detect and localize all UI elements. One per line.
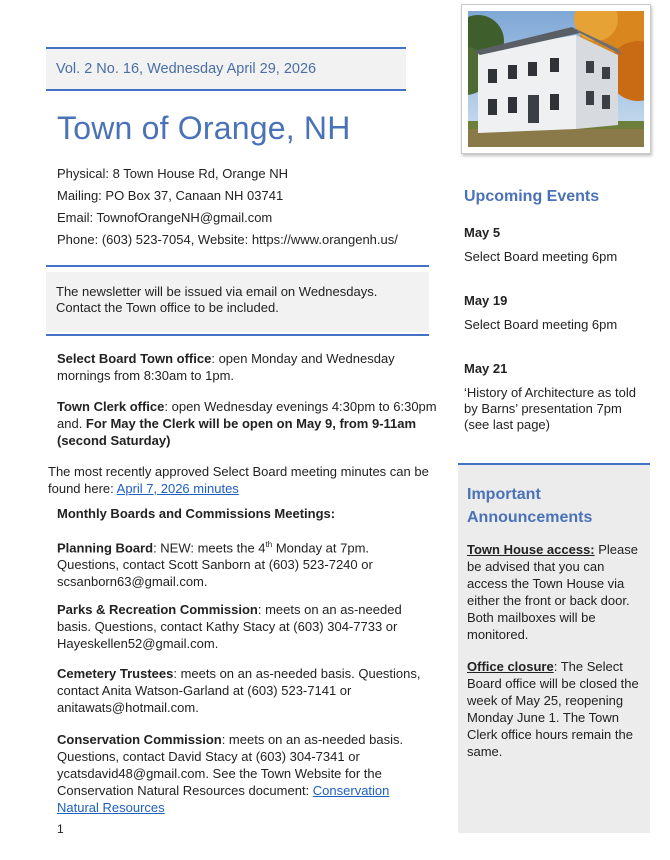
announcement-town-house-access — [467, 541, 642, 643]
select-board-office-text: : open Monday and Wednesday mornings from 8:30am to 1pm. — [57, 351, 395, 383]
announcement-label: Office closure — [467, 659, 554, 674]
divider — [46, 265, 429, 267]
event-description: Select Board meeting 6pm — [464, 317, 618, 332]
select-board-office-label: Select Board Town office — [57, 351, 212, 366]
town-clerk-may-note: For May the Clerk will be open on May 9, from 9-11am (second Saturday) — [57, 416, 417, 448]
town-clerk-text: : open Wednesday evenings 4:30pm to 6:30pm and. — [57, 399, 437, 431]
email-address: Email: TownofOrangeNH@gmail.com — [57, 210, 273, 225]
minutes-link[interactable]: April 7, 2026 minutes — [116, 481, 239, 496]
event-date: May 21 — [464, 361, 508, 376]
mailing-address: Mailing: PO Box 37, Canaan NH 03741 — [57, 188, 284, 203]
planning-board — [57, 536, 427, 590]
event-description: Select Board meeting 6pm — [464, 249, 618, 264]
divider — [46, 334, 429, 336]
announcements-heading: Important Announcements — [467, 486, 593, 526]
town-house-photo-frame — [461, 4, 651, 154]
minutes-text: The most recently approved Select Board meeting minutes can be found here: — [48, 464, 429, 496]
conservation-resources-link[interactable]: Conservation Natural Resources — [57, 783, 390, 815]
planning-board-contact: Monday at 7pm. Questions, contact Scott Sanborn at (603) 523-7240 or scsanborn63@gmail.com. — [57, 540, 373, 590]
town-clerk-label: Town Clerk office — [57, 399, 165, 414]
phone-website: Phone: (603) 523-7054, Website: https://www.orangenh.us/ — [57, 232, 398, 247]
page-number: 1 — [57, 822, 64, 836]
ordinal-suffix: th — [265, 540, 273, 549]
announcement-office-closure — [467, 658, 642, 760]
announcement-text: Please be advised that you can access the Town House via either the front or back door. Both mailboxes will be monitored. — [467, 542, 639, 642]
newsletter-notice: The newsletter will be issued via email on Wednesdays. Contact the Town office to be included. — [46, 272, 429, 332]
monthly-heading — [57, 505, 335, 522]
cemetery-trustees — [57, 665, 432, 716]
announcement-text: : The Select Board office will be closed the week of May 25, reopening Monday June 1. The Town Clerk office hours remain the same. — [467, 659, 639, 759]
parks-recreation — [57, 601, 437, 652]
select-board-office-hours — [57, 350, 427, 384]
town-clerk-hours — [57, 398, 437, 449]
planning-board-text: : NEW: meets the 4 — [153, 540, 266, 556]
issue-banner — [46, 47, 406, 91]
conservation-commission — [57, 731, 429, 816]
announcements-panel — [458, 463, 650, 833]
event-date: May 19 — [464, 293, 508, 308]
events-heading: Upcoming Events — [464, 188, 600, 205]
conservation-commission-text: : meets on an as-needed basis. Questions, contact David Stacy at (603) 304-7341 or ycatsdavid48@gmail.com. See the Town Website for the Conservation Natural Resources document: — [57, 732, 404, 798]
issue-line: Vol. 2 No. 16, Wednesday April 29, 2026 — [56, 61, 317, 77]
event-description: ‘History of Architecture as told by Barns’ presentation 7pm (see last page) — [464, 385, 636, 432]
page-title: Town of Orange, NH — [57, 110, 351, 146]
parks-recreation-text: : meets on an as-needed basis. Questions, contact Kathy Stacy at (603) 304-7733 or Hayeskellen52@gmail.com. — [57, 602, 402, 651]
monthly-heading-text: Monthly Boards and Commissions Meetings: — [57, 506, 336, 521]
town-house-photo — [468, 11, 644, 147]
physical-address: Physical: 8 Town House Rd, Orange NH — [57, 166, 288, 181]
parks-recreation-label: Parks & Recreation Commission — [57, 602, 258, 617]
minutes-paragraph — [48, 463, 443, 497]
event-date: May 5 — [464, 225, 501, 240]
conservation-commission-label: Conservation Commission — [57, 732, 222, 747]
cemetery-trustees-label: Cemetery Trustees — [57, 666, 174, 681]
announcement-label: Town House access: — [467, 542, 595, 557]
planning-board-label: Planning Board — [57, 540, 154, 556]
cemetery-trustees-text: : meets on an as-needed basis. Questions, contact Anita Watson-Garland at (603) 523-7141 or anitawats@hotmail.com. — [57, 666, 421, 715]
